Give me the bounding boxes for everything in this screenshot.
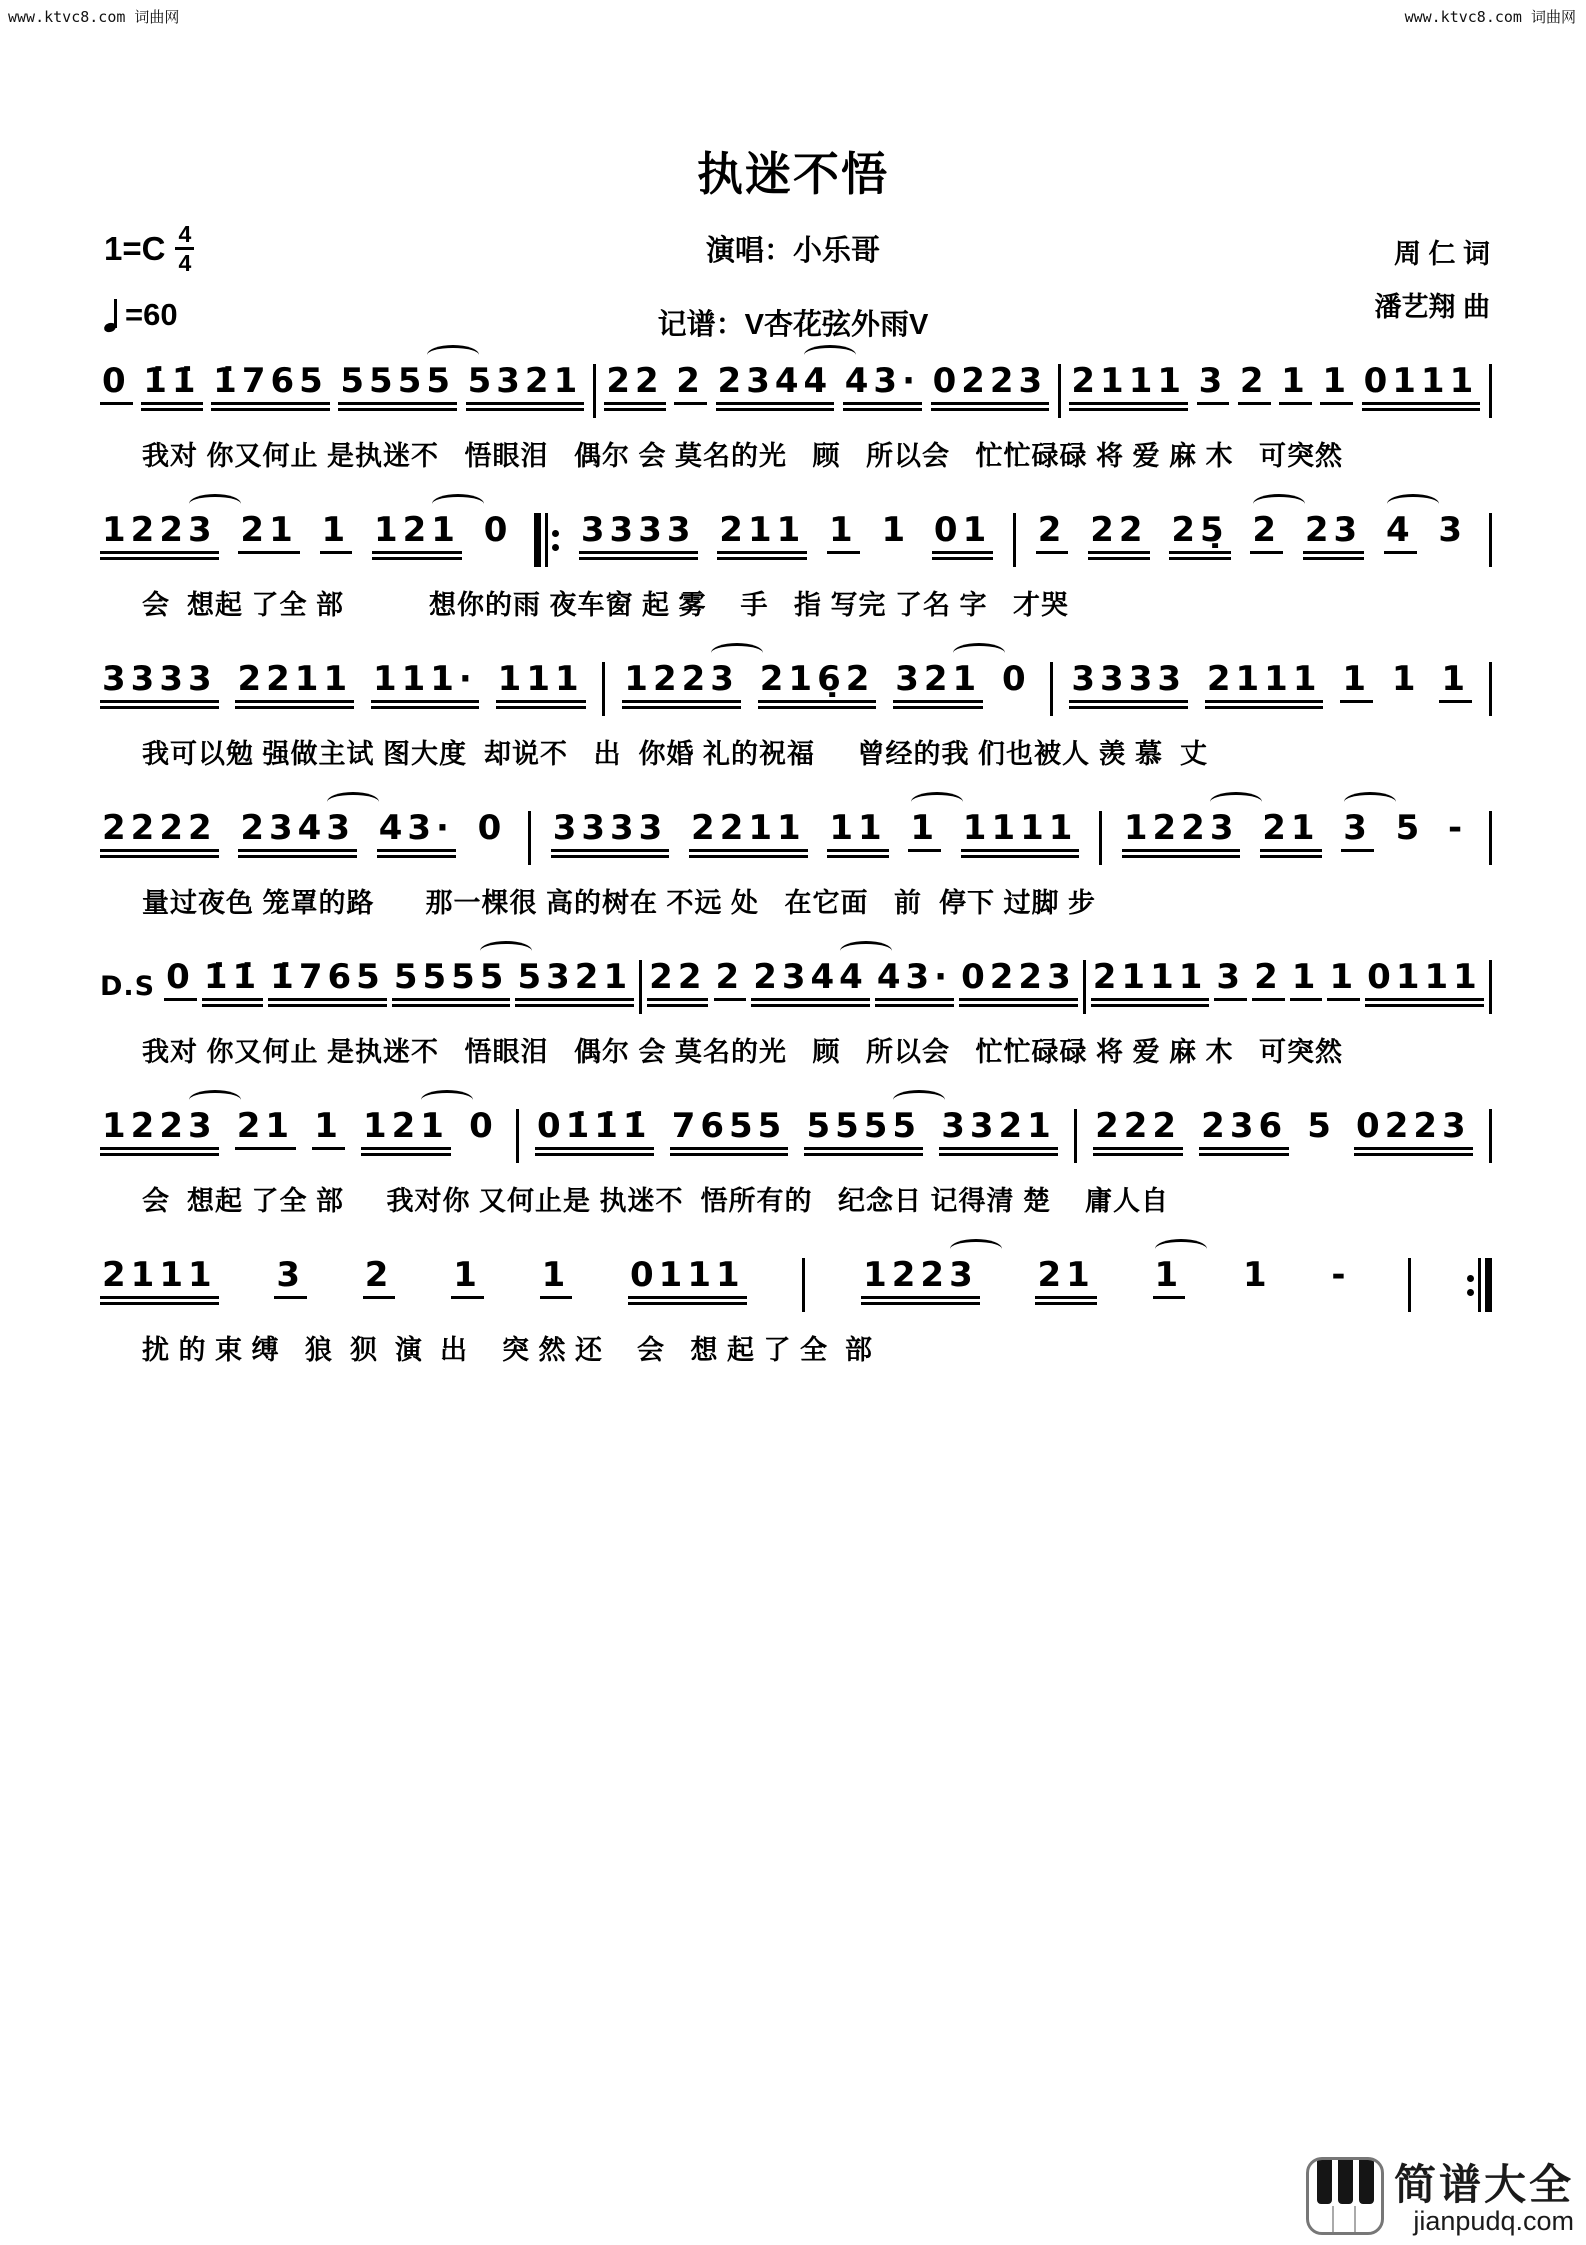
notes-row	[100, 1256, 1492, 1312]
note-group: 5	[1307, 1106, 1336, 1146]
lyrics-row: 我对 你又何止 是执迷不 悟眼泪 偶尔 会 莫名的光 顾 所以会 忙忙碌碌 将 爱 麻 木 可突然	[142, 441, 1344, 471]
note-group: 5321	[517, 957, 633, 997]
note-group: 3333	[102, 659, 217, 699]
notes-row	[100, 362, 1492, 418]
note-group: 2	[676, 361, 705, 401]
repeat-dots	[552, 530, 559, 551]
note-group: 01	[933, 510, 992, 550]
site-logo	[1306, 2157, 1574, 2235]
notes-row	[100, 958, 1492, 1014]
note-group: 3	[1198, 361, 1228, 401]
logo-text-block	[1393, 2160, 1574, 2236]
note-group: 121	[361, 1107, 451, 1146]
time-signature-top: 4	[175, 222, 194, 250]
note-group: 5555	[338, 362, 457, 401]
note-group: 3333	[580, 510, 696, 550]
score	[100, 362, 1492, 1405]
note-group: 2211	[691, 808, 806, 848]
note-group: 1	[1391, 659, 1421, 699]
note-group: 1	[1441, 659, 1470, 699]
key-label: 1=C	[104, 229, 166, 267]
note-group: 321	[893, 660, 983, 699]
score-line	[100, 362, 1492, 473]
note-group: 1	[829, 510, 858, 550]
note-group: 1223	[622, 660, 741, 699]
note-group: 22	[1090, 510, 1148, 550]
note-group: 236	[1201, 1106, 1288, 1146]
note-group: 21	[240, 510, 298, 550]
barline-single	[1489, 662, 1492, 716]
note-group: 1	[541, 1255, 571, 1295]
barline-single	[516, 1109, 519, 1163]
quarter-note-icon	[104, 297, 119, 333]
note-group: 111·	[372, 659, 477, 699]
repeat-dots	[1467, 1275, 1474, 1296]
note-group: 2222	[102, 808, 217, 848]
note-group: 2	[1037, 510, 1067, 550]
notes-row	[100, 511, 1492, 567]
note-group: 1	[908, 809, 941, 848]
note-group: 5	[1395, 808, 1425, 848]
barline-single	[1489, 513, 1492, 567]
slur-arc	[189, 494, 241, 514]
note-group: 1	[453, 1255, 482, 1295]
note-group: 1111	[962, 808, 1078, 848]
barline-single	[1058, 364, 1061, 418]
note-group: 2211	[237, 659, 353, 699]
note-group: 0223	[932, 361, 1048, 401]
note-group: 43·	[378, 808, 454, 848]
note-group: 21	[1037, 1255, 1095, 1295]
slur-arc	[1344, 792, 1396, 812]
key-signature	[104, 222, 194, 275]
tempo-marking	[104, 295, 178, 335]
score-line	[100, 809, 1492, 920]
piano-keys-icon	[1306, 2157, 1384, 2235]
note-group: 211	[719, 510, 806, 550]
lyrics-row: 会 想起 了全 部 想你的雨 夜车窗 起 雾 手 指 写完 了名 字 才哭	[142, 590, 1070, 620]
score-line	[100, 660, 1492, 771]
slur-arc	[421, 1090, 473, 1110]
note-group: 4	[1384, 511, 1417, 550]
note-group: 2	[1239, 361, 1269, 401]
lyrics-row: 量过夜色 笼罩的路 那一棵很 高的树在 不远 处 在它面 前 停下 过脚 步	[142, 888, 1097, 918]
note-group: 3	[1216, 957, 1246, 997]
note-group: 5555	[392, 958, 511, 997]
slur-arc	[911, 792, 963, 812]
watermark-top-left: www.ktvc8.com 词曲网	[8, 8, 180, 26]
note-group: 216̣2	[759, 659, 875, 699]
note-group: 1	[1291, 957, 1321, 997]
note-group: 23	[1304, 510, 1363, 550]
note-group: 01̇1̇1̇	[536, 1106, 652, 1146]
note-group: 3	[276, 1255, 306, 1295]
transcriber-credit: 记谱：V杏花弦外雨V	[657, 309, 929, 341]
note-group: 21	[1262, 808, 1320, 848]
barline-single	[528, 811, 531, 865]
note-group: 2344	[716, 362, 835, 401]
slur-arc	[189, 1090, 241, 1110]
note-group: 1	[1281, 361, 1310, 401]
composer-credit: 潘艺翔 曲	[1374, 291, 1490, 322]
score-line	[100, 1256, 1492, 1367]
note-group: 11	[829, 808, 887, 848]
barline-single	[602, 662, 605, 716]
note-group: 2111	[1071, 361, 1187, 401]
note-group: 1	[1342, 659, 1371, 699]
writer-credits	[1374, 228, 1490, 333]
time-signature	[175, 222, 194, 275]
barline-single	[1099, 811, 1102, 865]
lyrics-row: 会 想起 了全 部 我对你 又何止是 执迷不 悟所有的 纪念日 记得清 楚 庸人自	[142, 1186, 1170, 1216]
barline-single	[1489, 364, 1492, 418]
singer-credit: 演唱：小乐哥	[705, 235, 880, 267]
note-group: 3333	[552, 808, 668, 848]
logo-url: jianpudq.com	[1413, 2205, 1574, 2236]
slur-arc	[893, 1090, 945, 1110]
note-group: 5321	[467, 361, 583, 401]
note-group: 2111	[1092, 957, 1208, 997]
barline-repeat-start	[534, 513, 559, 567]
note-group: 0	[102, 361, 131, 401]
note-group: 1	[1242, 1255, 1272, 1295]
score-line	[100, 511, 1492, 622]
barline-single	[639, 960, 642, 1014]
note-group: 0111	[1367, 957, 1482, 997]
note-group: 1̇765	[213, 361, 328, 401]
note-group: 111	[497, 659, 584, 699]
watermark-top-right: www.ktvc8.com 词曲网	[1404, 8, 1576, 26]
barline-single	[1489, 1109, 1492, 1163]
notes-row	[100, 809, 1492, 865]
notes-row	[100, 660, 1492, 716]
note-group: 1̇1̇	[203, 957, 262, 997]
note-group: 1̇765	[270, 957, 385, 997]
note-group: 121	[372, 511, 462, 550]
slur-arc	[711, 643, 763, 663]
note-group: 43·	[844, 361, 920, 401]
slur-arc	[950, 1239, 1002, 1259]
score-line	[100, 1107, 1492, 1218]
note-group: -	[1331, 1255, 1351, 1295]
note-group: 1223	[100, 511, 219, 550]
barline-single	[802, 1258, 805, 1312]
barline-single	[593, 364, 596, 418]
note-group: 25̣	[1171, 510, 1229, 550]
barline-single	[1083, 960, 1086, 1014]
note-group: 222	[1095, 1106, 1182, 1146]
note-group: 2	[715, 957, 745, 997]
barline-single	[1489, 960, 1492, 1014]
note-group: 0	[1002, 659, 1031, 699]
time-signature-bottom: 4	[178, 250, 192, 277]
barline-single	[1408, 1258, 1411, 1312]
note-group: 3321	[941, 1106, 1056, 1146]
note-group: 1223	[861, 1256, 980, 1295]
note-group: 0111	[630, 1255, 745, 1295]
note-group: 0	[483, 510, 513, 550]
lyrics-row: 我可以勉 强做主试 图大度 却说不 出 你婚 礼的祝福 曾经的我 们也被人 羡 慕 丈	[142, 739, 1209, 769]
note-group: 0	[477, 808, 507, 848]
note-group: 3333	[1071, 659, 1187, 699]
note-group: 22	[649, 957, 707, 997]
note-group: 0	[469, 1106, 498, 1146]
logo-name: 简谱大全	[1393, 2160, 1574, 2208]
lyrics-row: 我对 你又何止 是执迷不 悟眼泪 偶尔 会 莫名的光 顾 所以会 忙忙碌碌 将 爱 麻 木 可突然	[142, 1037, 1344, 1067]
note-group: 21	[236, 1106, 295, 1146]
note-group: 1223	[100, 1107, 219, 1146]
note-group: 1	[1329, 957, 1359, 997]
barline-repeat-end	[1467, 1258, 1492, 1312]
score-line	[100, 958, 1492, 1069]
note-group: 7655	[671, 1106, 787, 1146]
note-group: 2	[1254, 957, 1283, 997]
note-group: 2344	[751, 958, 870, 997]
slur-arc	[953, 643, 1005, 663]
note-group: 1	[321, 510, 351, 550]
slur-arc	[1210, 792, 1262, 812]
slur-arc	[432, 494, 484, 514]
note-group: 22	[606, 361, 664, 401]
note-group: 2111	[102, 1255, 217, 1295]
note-group: 3	[1438, 510, 1468, 550]
note-group: 2343	[238, 809, 357, 848]
note-group: 1	[881, 510, 911, 550]
barline-single	[1074, 1109, 1077, 1163]
ds-mark: D.S	[100, 970, 156, 1002]
note-group: 1̇1̇	[143, 361, 201, 401]
tempo-value: =60	[125, 297, 178, 332]
slur-arc	[1387, 494, 1439, 514]
note-group: 1	[1322, 361, 1352, 401]
note-group: 1	[314, 1106, 343, 1146]
lyricist-credit: 周 仁 词	[1393, 239, 1490, 269]
barline-single	[1013, 513, 1016, 567]
note-group: 1	[1153, 1256, 1186, 1295]
lyrics-row: 扰 的 束 缚 狼 狈 演 出 突 然 还 会 想 起 了 全 部	[142, 1335, 874, 1365]
barline-single	[1489, 811, 1492, 865]
note-group: 5555	[804, 1107, 923, 1146]
song-title: 执迷不悟	[697, 148, 889, 200]
barline-single	[1050, 662, 1053, 716]
note-group: 0111	[1363, 361, 1479, 401]
note-group: 3	[1341, 809, 1374, 848]
notes-row	[100, 1107, 1492, 1163]
slur-arc	[327, 792, 379, 812]
note-group: 0223	[961, 957, 1076, 997]
note-group: 43·	[876, 957, 953, 997]
note-group: 2111	[1206, 659, 1322, 699]
note-group: 2	[1250, 511, 1283, 550]
note-group: 0	[166, 957, 195, 997]
note-group: -	[1447, 808, 1468, 848]
note-group: 0223	[1356, 1106, 1471, 1146]
slur-arc	[1253, 494, 1305, 514]
note-group: 2	[364, 1255, 394, 1295]
note-group: 1223	[1122, 809, 1241, 848]
slur-arc	[1155, 1239, 1207, 1259]
